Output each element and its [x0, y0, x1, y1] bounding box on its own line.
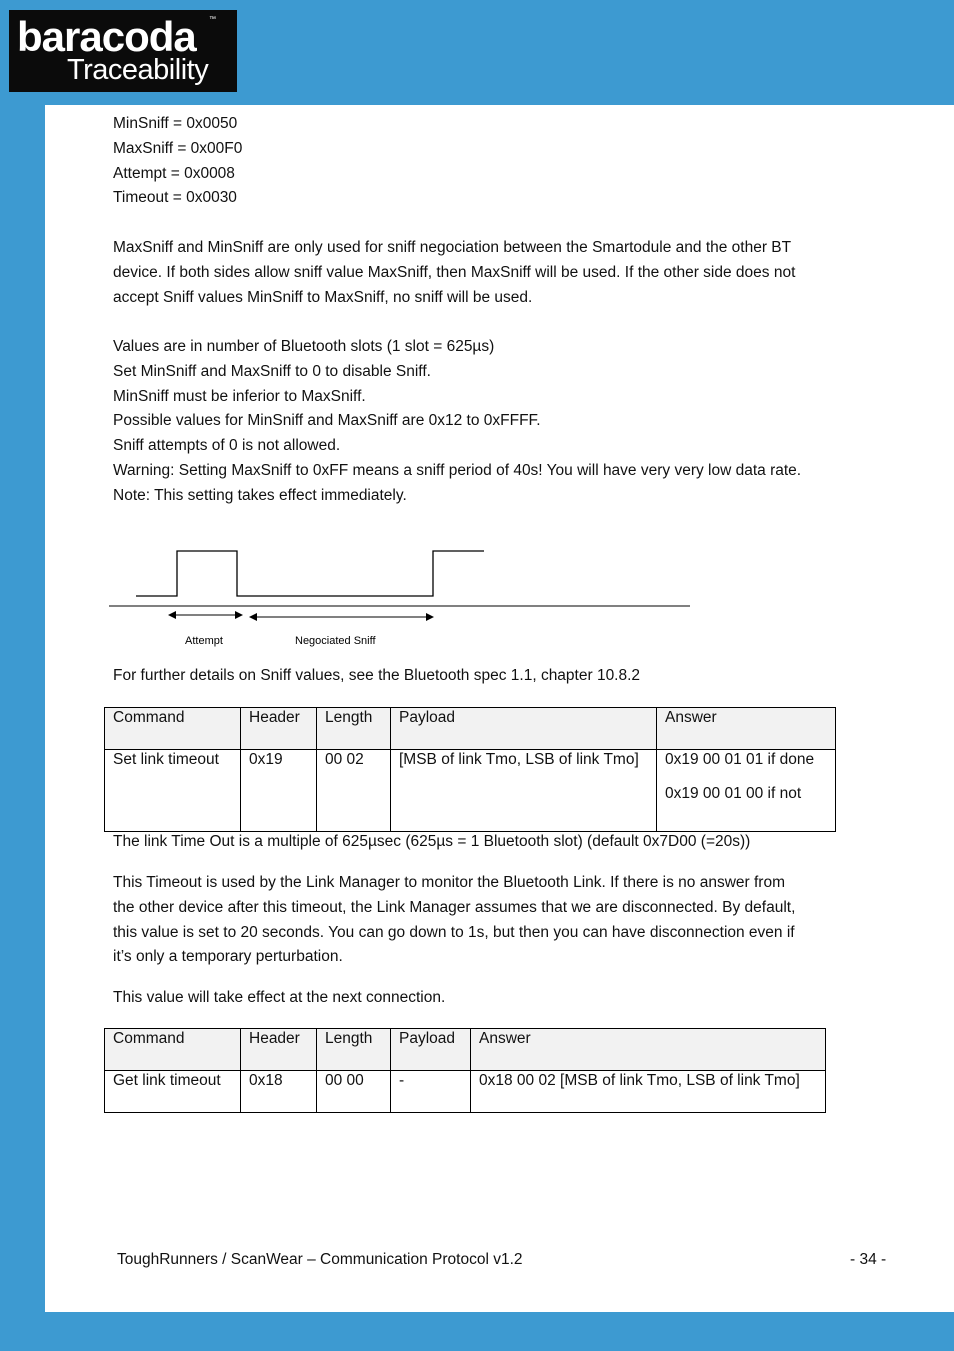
col-answer: Answer [471, 1029, 826, 1071]
col-header: Header [241, 1029, 317, 1071]
col-answer: Answer [657, 708, 836, 750]
note-line: Warning: Setting MaxSniff to 0xFF means a sniff period of 40s! You will have very very low data rate. [113, 461, 802, 479]
cell-header: 0x19 [241, 750, 317, 832]
footer-page-number: - 34 - [850, 1251, 887, 1268]
col-payload: Payload [391, 708, 657, 750]
cell-header: 0x18 [241, 1071, 317, 1113]
param-minsniff: MinSniff = 0x0050 [113, 115, 238, 132]
answer-not: 0x19 00 01 00 if not [665, 785, 802, 802]
timeout-paragraph [113, 871, 795, 970]
table-row [105, 1071, 826, 1113]
table-header-row [105, 708, 836, 750]
footer-document-title: ToughRunners / ScanWear – Communication Protocol v1.2 [117, 1251, 523, 1268]
paragraph-line: accept Sniff values MinSniff to MaxSniff, no sniff will be used. [113, 288, 533, 306]
link-timeout-note: The link Time Out is a multiple of 625µsec (625µs = 1 Bluetooth slot) (default 0x7D00 (=20s)) [113, 833, 751, 850]
document-page [45, 105, 954, 1312]
sniff-negociation-paragraph [113, 236, 795, 310]
cell-command: Set link timeout [105, 750, 241, 832]
param-attempt: Attempt = 0x0008 [113, 164, 235, 182]
cell-length: 00 00 [317, 1071, 391, 1113]
effect-note: This value will take effect at the next connection. [113, 989, 446, 1006]
get-link-timeout-table [104, 1028, 826, 1113]
note-line: Sniff attempts of 0 is not allowed. [113, 437, 341, 455]
attempt-label: Attempt [185, 635, 223, 647]
col-command: Command [105, 708, 241, 750]
logo-sub-text: Traceability [67, 54, 209, 86]
logo-trademark: ™ [209, 16, 216, 23]
param-maxsniff: MaxSniff = 0x00F0 [113, 139, 243, 157]
cell-answer: 0x18 00 02 [MSB of link Tmo, LSB of link Tmo] [471, 1071, 826, 1113]
sniff-arrow-right-head [426, 613, 434, 621]
sniff-values-notes [113, 335, 801, 509]
paragraph-line: device. If both sides allow sniff value MaxSniff, then MaxSniff will be used. If the other side does not [113, 263, 796, 281]
note-line: Values are in number of Bluetooth slots (1 slot = 625µs) [113, 338, 495, 355]
attempt-arrow-right-head [235, 611, 243, 619]
paragraph-line: This Timeout is used by the Link Manager to monitor the Bluetooth Link. If there is no answer from [113, 874, 786, 891]
table-row [105, 750, 836, 832]
sniff-waveform [136, 551, 484, 596]
cell-answer [657, 750, 836, 832]
sniff-timing-diagram [105, 545, 705, 655]
note-line: Note: This setting takes effect immediately. [113, 486, 407, 504]
col-length: Length [317, 1029, 391, 1071]
param-timeout: Timeout = 0x0030 [113, 189, 237, 207]
attempt-arrow-left-head [168, 611, 176, 619]
paragraph-line: MaxSniff and MinSniff are only used for sniff negociation between the Smartodule and the other BT [113, 239, 792, 256]
further-details-text: For further details on Sniff values, see the Bluetooth spec 1.1, chapter 10.8.2 [113, 667, 641, 684]
answer-done: 0x19 00 01 01 if done [665, 751, 815, 768]
sniff-parameters [113, 112, 242, 211]
cell-payload: - [391, 1071, 471, 1113]
note-line: Set MinSniff and MaxSniff to 0 to disable Sniff. [113, 362, 431, 380]
paragraph-line: the other device after this timeout, the Link Manager assumes that we are disconnected. By default, [113, 898, 796, 916]
col-length: Length [317, 708, 391, 750]
set-link-timeout-table [104, 707, 836, 832]
col-command: Command [105, 1029, 241, 1071]
cell-length: 00 02 [317, 750, 391, 832]
table-header-row [105, 1029, 826, 1071]
sniff-arrow-left-head [249, 613, 257, 621]
paragraph-line: this value is set to 20 seconds. You can go down to 1s, but then you can have disconnection even if [113, 923, 795, 941]
logo-brand-text: baracoda [17, 13, 196, 60]
paragraph-line: it’s only a temporary perturbation. [113, 948, 343, 966]
cell-payload: [MSB of link Tmo, LSB of link Tmo] [391, 750, 657, 832]
note-line: MinSniff must be inferior to MaxSniff. [113, 387, 366, 405]
col-header: Header [241, 708, 317, 750]
negociated-sniff-label: Negociated Sniff [295, 635, 376, 647]
note-line: Possible values for MinSniff and MaxSniff are 0x12 to 0xFFFF. [113, 412, 541, 430]
baracoda-logo [9, 10, 237, 92]
cell-command: Get link timeout [105, 1071, 241, 1113]
col-payload: Payload [391, 1029, 471, 1071]
